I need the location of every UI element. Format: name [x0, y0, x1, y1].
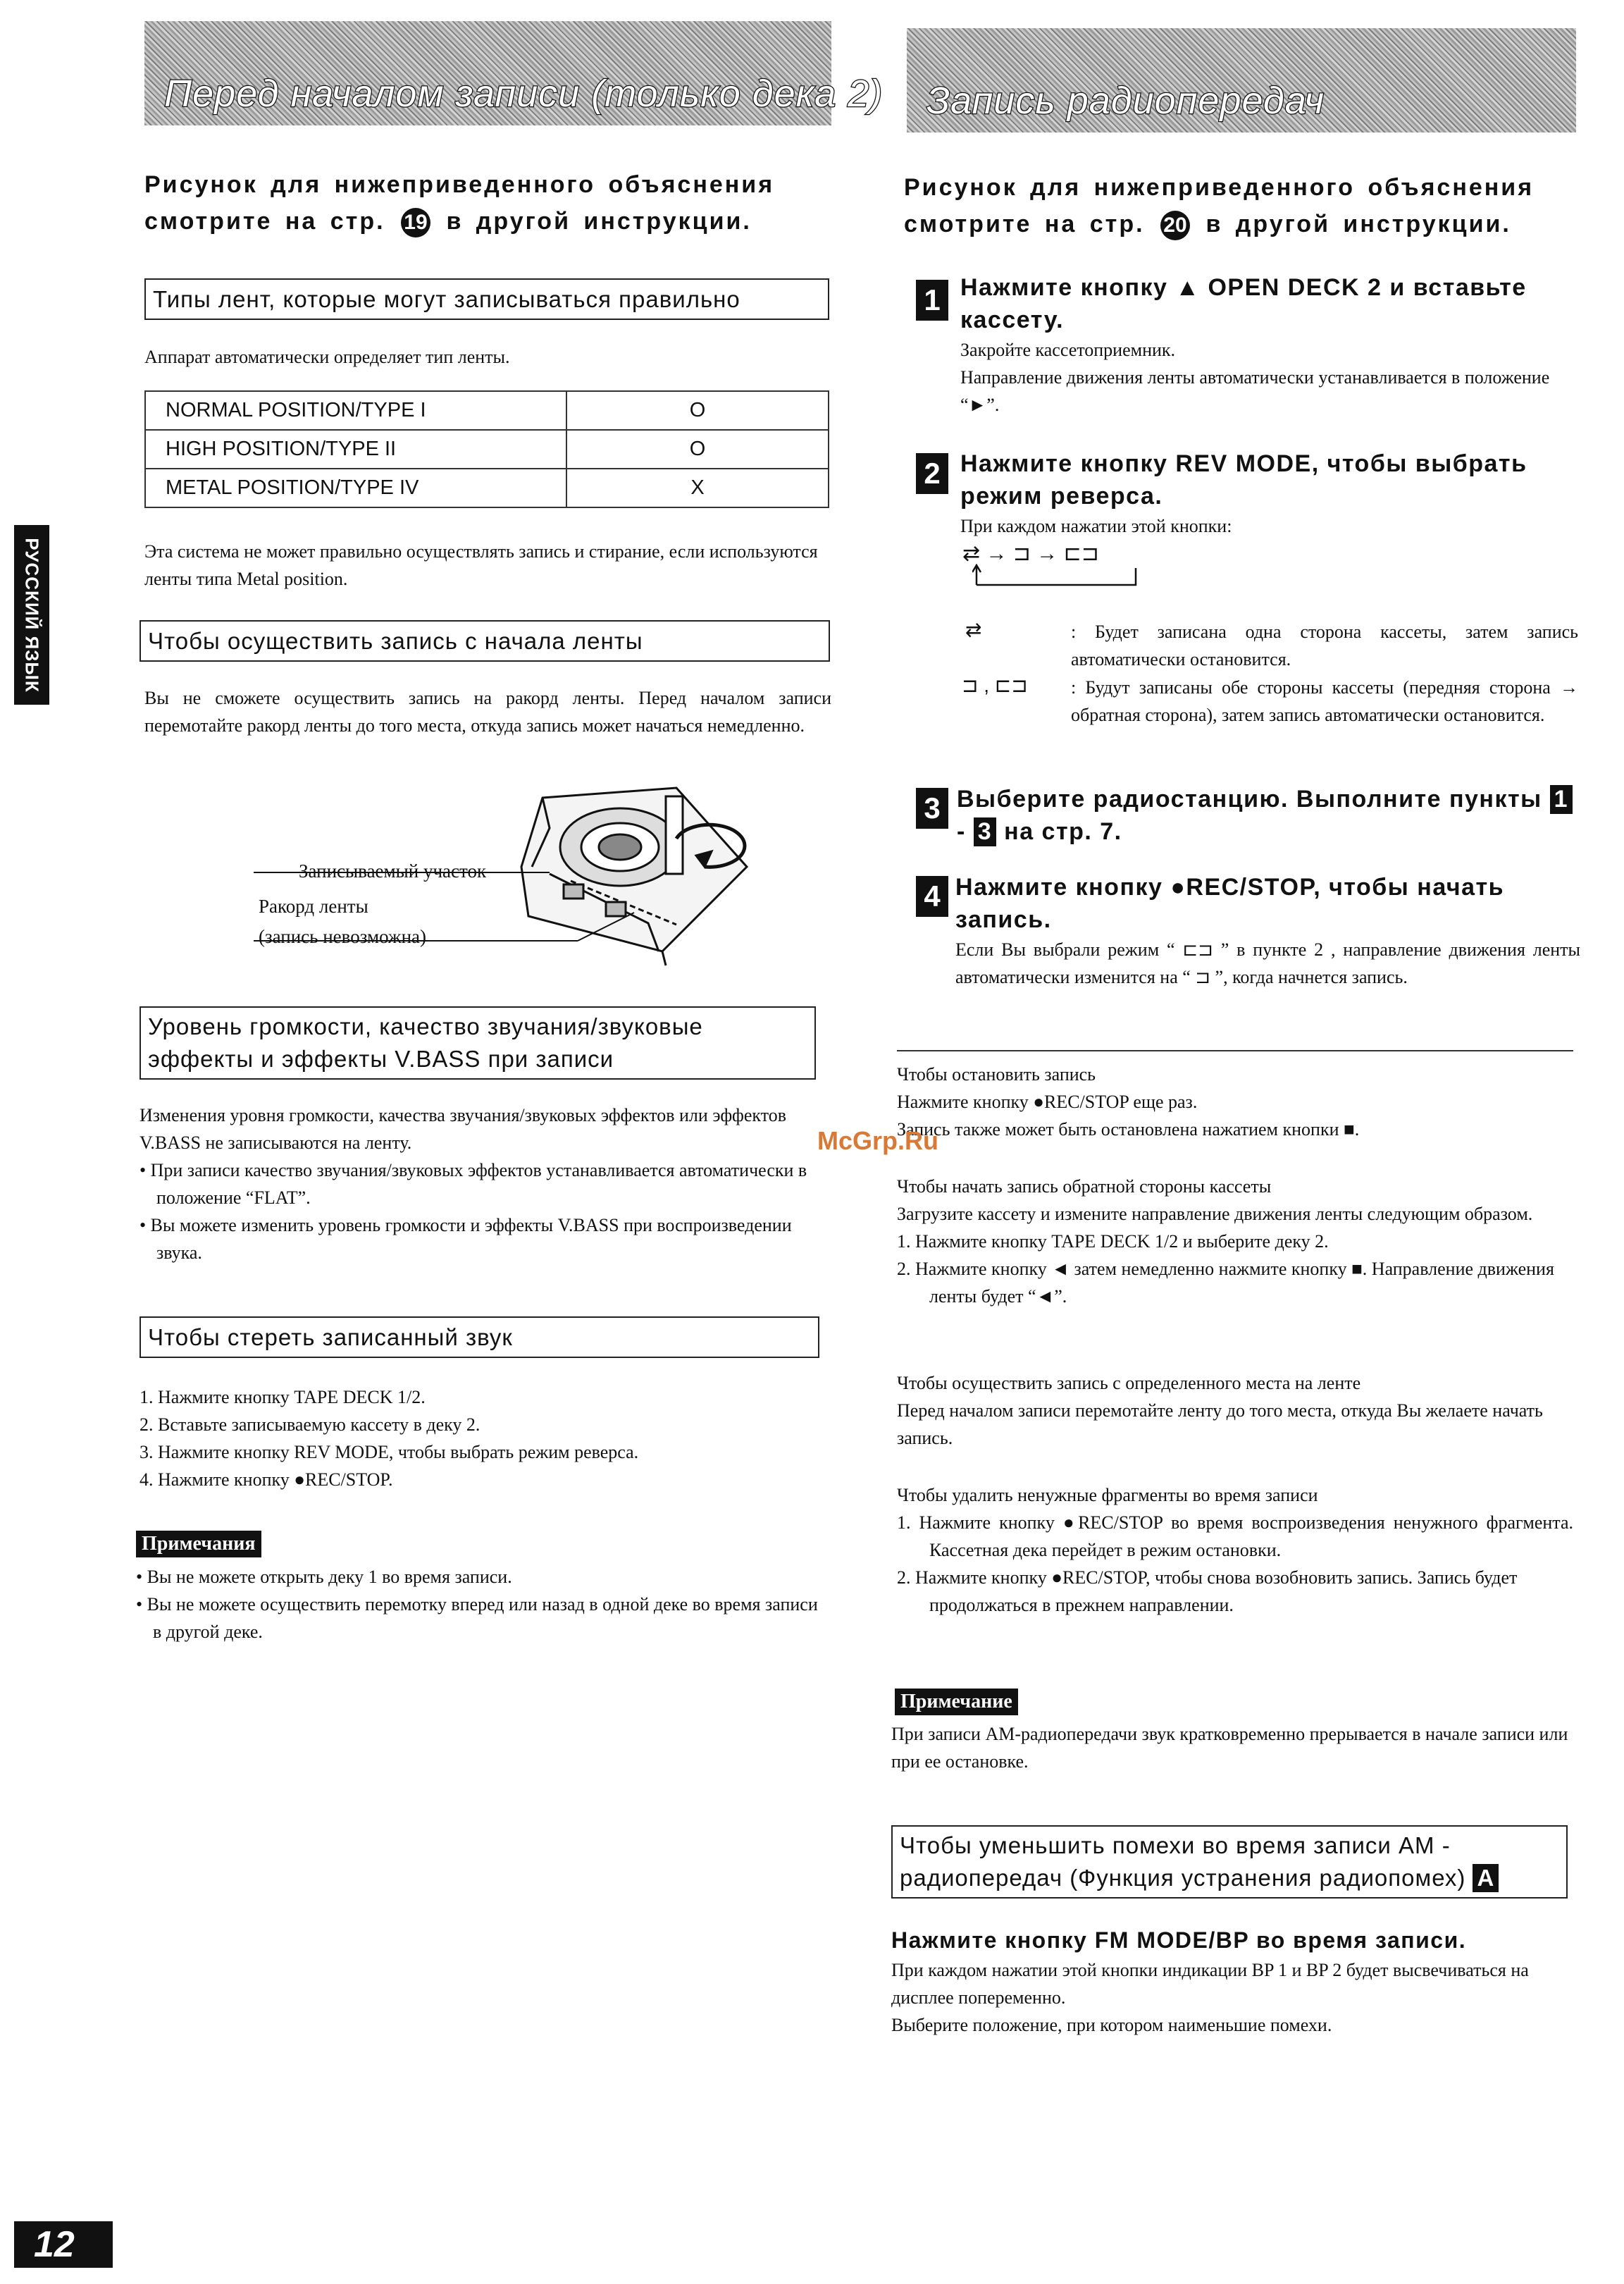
reverse-title: Чтобы начать запись обратной стороны кассеты — [897, 1176, 1272, 1197]
level-text: Изменения уровня громкости, качества звучания/звуковых эффектов или эффектов V.BASS не записываются на ленту. — [140, 1105, 786, 1153]
stop-section — [897, 1061, 1577, 1143]
left-intro-text: Рисунок для нижеприведенного объяснения смотрите на стр. — [144, 171, 775, 235]
remove-title: Чтобы удалить ненужные фрагменты во время записи — [897, 1485, 1318, 1505]
step-4-number: 4 — [916, 876, 948, 917]
list-item: • Вы не можете осуществить перемотку вперед или назад в одной деке во время записи в другой деке. — [136, 1594, 818, 1642]
start-text: Вы не сможете осуществить запись на ракорд ленты. Перед началом записи перемотайте ракорд ленты до того места, откуда запись может начаться немедленно. — [144, 688, 831, 736]
tape-mark: X — [566, 469, 829, 507]
tape-types-heading — [144, 278, 829, 320]
stop-line: Запись также может быть остановлена нажатием кнопки ■. — [897, 1119, 1360, 1140]
bp-line: При каждом нажатии этой кнопки индикации BP 1 и BP 2 будет высвечиваться на дисплее попеременно. — [891, 1960, 1529, 2008]
erase-steps — [140, 1383, 826, 1493]
one-side-icon: ⇄ — [965, 619, 982, 641]
left-intro-after: в другой инструкции. — [446, 208, 752, 235]
start-heading — [140, 620, 830, 662]
page-number-text: 12 — [34, 2224, 75, 2265]
bp-step — [891, 1924, 1571, 2039]
tape-mark: O — [566, 430, 829, 469]
step-2-number: 2 — [916, 453, 948, 494]
step-4-title: Нажмите кнопку ●REC/STOP, чтобы начать запись. — [955, 874, 1505, 933]
right-banner — [907, 28, 1576, 132]
level-heading-text: Уровень громкости, качество звучания/звуковые эффекты и эффекты V.BASS при записи — [148, 1013, 703, 1072]
erase-heading-text: Чтобы стереть записанный звук — [148, 1324, 513, 1350]
list-item: 2. Нажмите кнопку ●REC/STOP, чтобы снова возобновить запись. Запись будет продолжаться в прежнем направлении. — [897, 1567, 1518, 1615]
note-label: Примечание — [895, 1689, 1018, 1715]
bp-heading — [891, 1825, 1568, 1899]
divider — [897, 1050, 1573, 1051]
language-side-tab-text: РУССКИЙ ЯЗЫК — [21, 538, 43, 693]
start-heading-text: Чтобы осуществить запись с начала ленты — [148, 628, 643, 654]
step-ref-badge: 3 — [974, 817, 996, 846]
notes-list — [136, 1563, 823, 1646]
step-ref-badge: 1 — [1550, 785, 1573, 814]
notes-label: Примечания — [136, 1531, 261, 1557]
list-item: 1. Нажмите кнопку TAPE DECK 1/2 и выберите деку 2. — [897, 1231, 1329, 1252]
both-sides-icon: ⊐ , ⊏⊐ — [962, 674, 1028, 696]
table-row — [145, 469, 829, 507]
step-3-title: Выберите радиостанцию. Выполните пункты 1- 3 на стр. 7. — [957, 783, 1580, 848]
stop-title: Чтобы остановить запись — [897, 1064, 1096, 1085]
bp-title: Нажмите кнопку FM MODE/BP во время записи. — [891, 1927, 1467, 1953]
tape-types-table — [144, 390, 829, 508]
place-section — [897, 1369, 1573, 1452]
list-item: 3. Нажмите кнопку REV MODE, чтобы выбрать режим реверса. — [140, 1442, 639, 1462]
right-intro-after: в другой инструкции. — [1205, 211, 1511, 237]
left-intro — [144, 166, 835, 240]
right-banner-title: Запись радиопередач — [926, 80, 1325, 122]
step-4-text: Если Вы выбрали режим “ ⊏⊐ ” в пункте 2 , направление движения ленты автоматически изменится на “ ⊐ ”, когда начнется запись. — [955, 939, 1580, 987]
list-item: 2. Нажмите кнопку ◄ затем немедленно нажмите кнопку ■. Направление движения ленты будет “◄”. — [897, 1259, 1554, 1307]
remove-section — [897, 1481, 1573, 1619]
level-body — [140, 1101, 819, 1266]
list-item: 1. Нажмите кнопку TAPE DECK 1/2. — [140, 1387, 426, 1407]
tape-type: HIGH POSITION/TYPE II — [145, 430, 566, 469]
list-item: 1. Нажмите кнопку ●REC/STOP во время воспроизведения ненужного фрагмента. Кассетная дека перейдет в режим остановки. — [897, 1512, 1573, 1560]
list-item: 4. Нажмите кнопку ●REC/STOP. — [140, 1469, 393, 1490]
right-intro-text: Рисунок для нижеприведенного объяснения смотрите на стр. — [904, 174, 1535, 237]
one-side-def: : Будет записана одна сторона кассеты, затем запись автоматически остановится. — [1071, 622, 1578, 669]
bp-text — [891, 1956, 1571, 2039]
step-2 — [960, 447, 1580, 568]
left-banner-title: Перед началом записи (только дека 2) — [164, 73, 884, 115]
page-ref-circle: 19 — [401, 208, 430, 237]
step-1-line: Закройте кассетоприемник. — [960, 340, 1176, 360]
reverse-text: Загрузите кассету и измените направление движения ленты следующим образом. — [897, 1204, 1533, 1224]
tape-mark: O — [566, 391, 829, 430]
page-ref-circle: 20 — [1160, 211, 1190, 240]
step-2-title: Нажмите кнопку REV MODE, чтобы выбрать режим реверса. — [960, 450, 1527, 510]
metal-note: Эта система не может правильно осуществлять запись и стирание, если используются ленты типа Metal position. — [144, 541, 818, 589]
step-1-line: Направление движения ленты автоматически устанавливается в положение “►”. — [960, 367, 1550, 415]
step-1-title: Нажмите кнопку ▲ OPEN DECK 2 и вставьте кассету. — [960, 274, 1527, 333]
right-intro — [904, 169, 1580, 242]
tape-type: METAL POSITION/TYPE IV — [145, 469, 566, 507]
leader-note-label: (запись невозможна) — [259, 926, 427, 947]
bp-line: Выберите положение, при котором наименьшие помехи. — [891, 2015, 1332, 2035]
level-heading — [140, 1006, 816, 1080]
step-4 — [955, 871, 1580, 991]
both-sides-def: : Будут записаны обе стороны кассеты (передняя сторона → обратная сторона), затем запись автоматически остановится. — [1071, 677, 1578, 725]
step-2-line: При каждом нажатии этой кнопки: — [960, 516, 1232, 536]
bp-heading-text: Чтобы уменьшить помехи во время записи АМ - радиопередач (Функция устранения радиопомех) — [900, 1832, 1466, 1891]
rev-mode-sequence: ⇄ → ⊐ → ⊏⊐ — [962, 542, 1099, 565]
step-1-number: 1 — [916, 280, 948, 321]
tape-types-heading-text: Типы лент, которые могут записываться правильно — [153, 286, 740, 312]
table-row — [145, 430, 829, 469]
watermark: McGrp.Ru — [817, 1126, 939, 1155]
note-text: При записи АМ-радиопередачи звук кратковременно прерывается в начале записи или при ее остановке. — [891, 1724, 1568, 1772]
left-banner — [144, 21, 884, 125]
list-item: 2. Вставьте записываемую кассету в деку 2. — [140, 1414, 481, 1435]
step-3-number: 3 — [916, 788, 948, 829]
tape-type: NORMAL POSITION/TYPE I — [145, 391, 566, 430]
tape-types-text: Аппарат автоматически определяет тип ленты. — [144, 347, 510, 367]
recorded-area-label: Записываемый участок — [299, 860, 487, 882]
erase-heading — [140, 1316, 819, 1358]
list-item: • Вы можете изменить уровень громкости и эффекты V.BASS при воспроизведении звука. — [140, 1215, 792, 1263]
list-item: • При записи качество звучания/звуковых эффектов устанавливается автоматически в положение “FLAT”. — [140, 1160, 807, 1208]
rev-mode-return-arrow — [972, 564, 1141, 592]
place-text: Перед началом записи перемотайте ленту до того места, откуда Вы желаете начать запись. — [897, 1400, 1543, 1448]
list-item: • Вы не можете открыть деку 1 во время записи. — [136, 1567, 512, 1587]
step-1 — [960, 271, 1580, 419]
step-1-text — [960, 336, 1580, 419]
stop-line: Нажмите кнопку ●REC/STOP еще раз. — [897, 1092, 1198, 1112]
reverse-section — [897, 1173, 1573, 1310]
place-title: Чтобы осуществить запись с определенного места на ленте — [897, 1373, 1361, 1393]
leader-label: Ракорд ленты — [259, 896, 368, 917]
table-row — [145, 391, 829, 430]
bp-badge: A — [1473, 1864, 1499, 1892]
